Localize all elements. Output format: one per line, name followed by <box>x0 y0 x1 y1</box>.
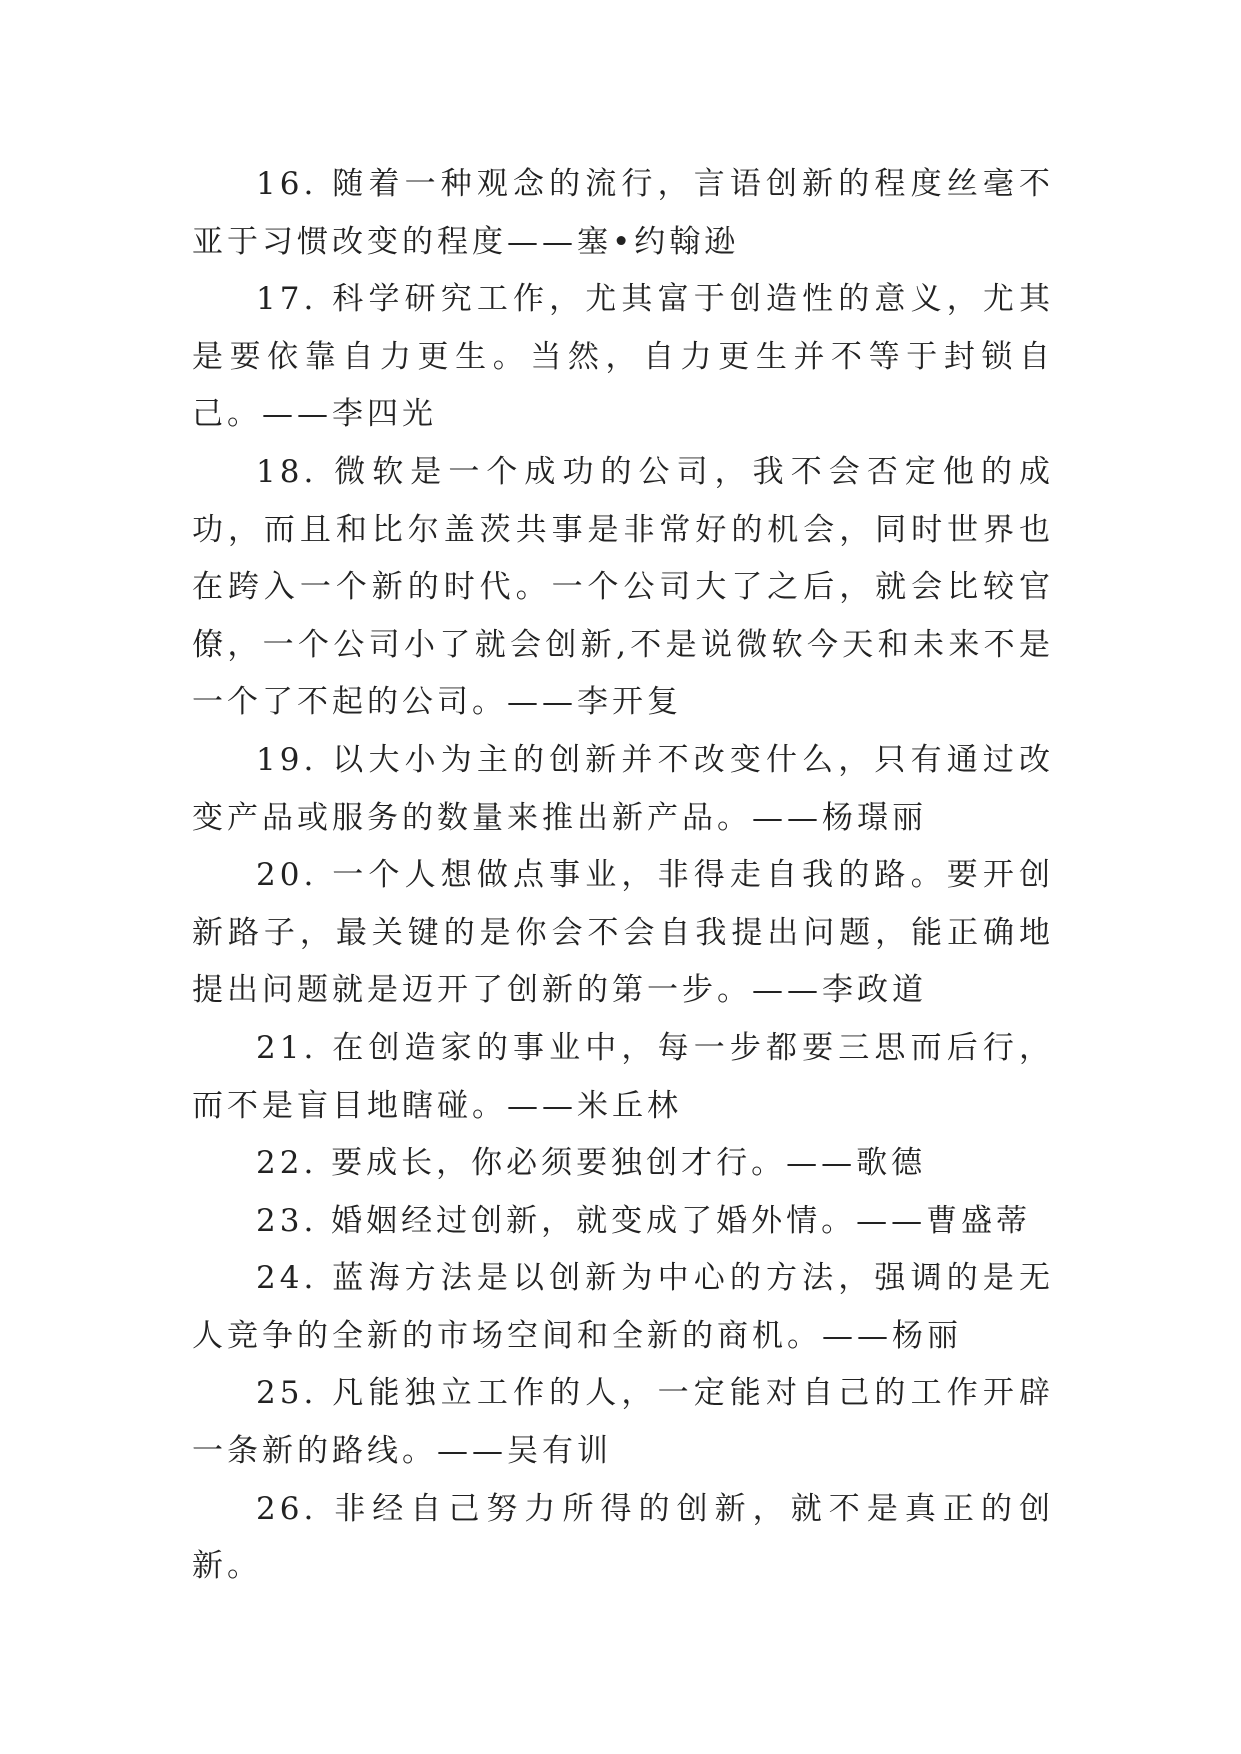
quote-paragraph-22: 22. 要成长，你必须要独创才行。——歌德 <box>256 1145 927 1182</box>
quote-paragraph-21: 21. 在创造家的事业中，每一步都要三思而后行，而不是盲目地瞎碰。——米丘林 <box>192 1029 1054 1124</box>
quote-paragraph-17: 17. 科学研究工作，尤其富于创造性的意义，尤其是要依靠自力更生。当然，自力更生并不等于封锁自己。——李四光 <box>192 281 1054 433</box>
quote-paragraph-24: 24. 蓝海方法是以创新为中心的方法，强调的是无人竞争的全新的市场空间和全新的商机。——杨丽 <box>192 1260 1054 1354</box>
quote-paragraph-16: 16. 随着一种观念的流行，言语创新的程度丝毫不亚于习惯改变的程度——塞•约翰逊 <box>192 166 1054 260</box>
quote-paragraph-19: 19. 以大小为主的创新并不改变什么，只有通过改变产品或服务的数量来推出新产品。——杨璟丽 <box>192 741 1054 836</box>
quote-paragraph-26: 26. 非经自己努力所得的创新，就不是真正的创新。 <box>192 1490 1054 1585</box>
quote-paragraph-25: 25. 凡能独立工作的人，一定能对自己的工作开辟一条新的路线。——吴有训 <box>192 1375 1054 1470</box>
quote-paragraph-18: 18. 微软是一个成功的公司，我不会否定他的成功，而且和比尔盖茨共事是非常好的机会，同时世界也在跨入一个新的时代。一个公司大了之后，就会比较官僚，一个公司小了就会创新,不是说微软今天和未来不是一个了不起的公司。——李开复 <box>192 453 1054 721</box>
document-page <box>192 156 1054 1596</box>
quote-paragraph-23: 23. 婚姻经过创新，就变成了婚外情。——曹盛蒂 <box>256 1202 1032 1239</box>
quote-paragraph-20: 20. 一个人想做点事业，非得走自我的路。要开创新路子，最关键的是你会不会自我提出问题，能正确地提出问题就是迈开了创新的第一步。——李政道 <box>192 857 1054 1009</box>
